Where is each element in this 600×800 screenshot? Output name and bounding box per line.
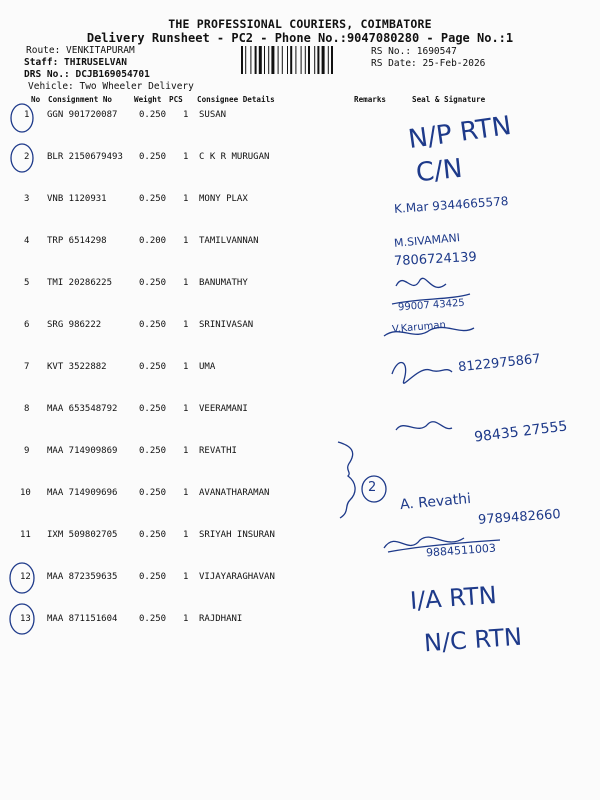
weight: 0.250 — [139, 530, 167, 540]
handwriting-row1: N/P RTN — [406, 110, 514, 156]
consignee-name: VIJAYARAGHAVAN — [199, 572, 275, 582]
weight: 0.250 — [139, 614, 167, 624]
pieces: 1 — [183, 194, 189, 204]
col-pcs: PCS — [169, 95, 183, 104]
pieces: 1 — [183, 530, 189, 540]
weight: 0.250 — [139, 320, 167, 330]
rs-number: RS No.: 1690547 — [371, 46, 457, 57]
row-circle-2 — [11, 144, 33, 172]
sig-7-scribble — [392, 363, 452, 384]
consignee-name: VEERAMANI — [199, 404, 248, 414]
row-number: 7 — [24, 362, 30, 372]
col-remarks: Remarks — [354, 95, 387, 104]
handwriting-row13: N/C RTN — [423, 622, 523, 658]
pieces: 1 — [183, 614, 189, 624]
handwriting-row5: 99007 43425 — [397, 297, 466, 314]
consignee-name: C K R MURUGAN — [199, 152, 270, 162]
consignment-number: TRP 6514298 — [47, 236, 107, 246]
consignee-name: RAJDHANI — [199, 614, 243, 624]
weight: 0.250 — [139, 488, 167, 498]
weight: 0.250 — [139, 278, 167, 288]
consignment-number: SRG 986222 — [47, 320, 102, 330]
handwriting-row6: V.Karuman — [391, 319, 447, 336]
handwriting-row7: 8122975867 — [457, 351, 542, 376]
handwriting-row11: 9884511003 — [425, 541, 497, 560]
row-number: 6 — [24, 320, 30, 330]
handwriting-row2: C/N — [414, 153, 464, 189]
consignee-name: REVATHI — [199, 446, 237, 456]
consignment-number: MAA 871151604 — [47, 614, 118, 624]
col-consignee: Consignee Details — [197, 95, 275, 104]
pieces: 1 — [183, 488, 189, 498]
staff-label: Staff: THIRUSELVAN — [24, 57, 127, 68]
company-name: THE PROFESSIONAL COURIERS, COIMBATORE — [168, 17, 432, 31]
row-number: 10 — [20, 488, 31, 498]
weight: 0.250 — [139, 446, 167, 456]
handwriting-row3: K.Mar 9344665578 — [393, 194, 509, 216]
row-circle-1 — [11, 104, 33, 132]
row-number: 11 — [20, 530, 31, 540]
consignee-name: AVANATHARAMAN — [199, 488, 270, 498]
consignment-number: MAA 653548792 — [47, 404, 118, 414]
consignment-number: GGN 901720087 — [47, 110, 118, 120]
handwriting-row10-name: A. Revathi — [399, 490, 472, 514]
row-number: 2 — [24, 152, 30, 162]
row-number: 3 — [24, 194, 30, 204]
row-number: 4 — [24, 236, 30, 246]
weight: 0.250 — [139, 110, 167, 120]
weight: 0.250 — [139, 152, 167, 162]
pieces: 1 — [183, 320, 189, 330]
route-label: Route: VENKITAPURAM — [26, 45, 135, 56]
vehicle-label: Vehicle: Two Wheeler Delivery — [28, 81, 194, 92]
weight: 0.200 — [139, 236, 167, 246]
handwriting-row12: I/A RTN — [409, 581, 498, 615]
consignee-name: SRINIVASAN — [199, 320, 254, 330]
consignee-name: BANUMATHY — [199, 278, 248, 288]
row-number: 9 — [24, 446, 30, 456]
drs-number: DRS No.: DCJB169054701 — [24, 69, 150, 80]
bracket-number: 2 — [368, 480, 377, 495]
weight: 0.250 — [139, 362, 167, 372]
consignment-number: BLR 2150679493 — [47, 152, 123, 162]
rs-date: RS Date: 25-Feb-2026 — [371, 58, 486, 69]
barcode — [240, 46, 366, 74]
row-number: 8 — [24, 404, 30, 414]
weight: 0.250 — [139, 572, 167, 582]
row-number: 1 — [24, 110, 30, 120]
consignment-number: MAA 714909869 — [47, 446, 118, 456]
consignee-name: UMA — [199, 362, 216, 372]
pieces: 1 — [183, 278, 189, 288]
row-number: 13 — [20, 614, 31, 624]
consignee-name: MONY PLAX — [199, 194, 248, 204]
handwriting-row10-phone: 9789482660 — [477, 507, 562, 528]
consignment-number: VNB 1120931 — [47, 194, 107, 204]
weight: 0.250 — [139, 194, 167, 204]
pieces: 1 — [183, 404, 189, 414]
weight: 0.250 — [139, 404, 167, 414]
row-number: 5 — [24, 278, 30, 288]
handwriting-row4-phone: 7806724139 — [393, 249, 478, 270]
pieces: 1 — [183, 236, 189, 246]
consignment-number: KVT 3522882 — [47, 362, 107, 372]
pieces: 1 — [183, 152, 189, 162]
pieces: 1 — [183, 362, 189, 372]
pieces: 1 — [183, 572, 189, 582]
consignment-number: IXM 509802705 — [47, 530, 118, 540]
consignee-name: SRIYAH INSURAN — [199, 530, 275, 540]
consignment-number: TMI 20286225 — [47, 278, 113, 288]
consignee-name: TAMILVANNAN — [199, 236, 259, 246]
handwriting-row4-name: M.SIVAMANI — [393, 231, 461, 250]
runsheet-title: Delivery Runsheet - PC2 - Phone No.:9047080280 - Page No.:1 — [86, 31, 514, 45]
consignment-number: MAA 714909696 — [47, 488, 118, 498]
col-seal-signature: Seal & Signature — [412, 95, 486, 104]
col-consignment: Consignment No — [48, 95, 113, 104]
row-number: 12 — [20, 572, 31, 582]
consignee-name: SUSAN — [199, 110, 227, 120]
col-weight: Weight — [134, 95, 162, 104]
pieces: 1 — [183, 110, 189, 120]
consignment-number: MAA 872359635 — [47, 572, 118, 582]
sig-8-scribble — [396, 422, 452, 430]
col-no: No — [31, 95, 41, 104]
handwriting-row8: 98435 27555 — [473, 418, 569, 446]
pieces: 1 — [183, 446, 189, 456]
bracket-mark — [338, 442, 355, 518]
